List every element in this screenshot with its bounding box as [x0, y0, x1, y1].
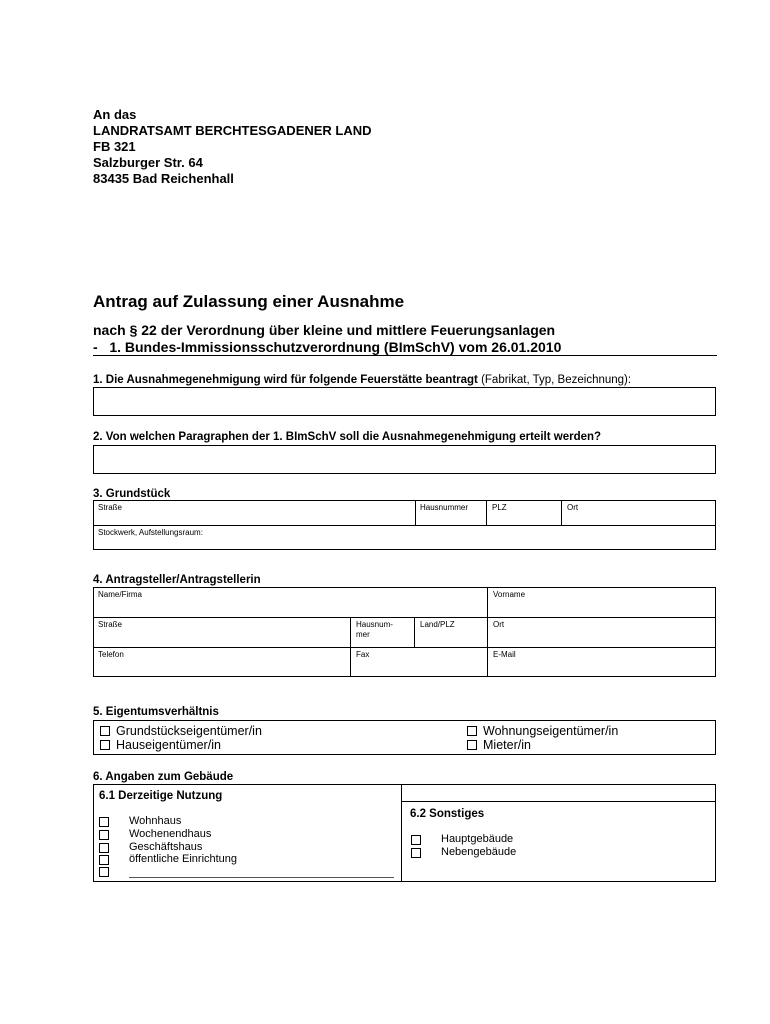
divider [401, 784, 402, 882]
checkbox[interactable] [100, 726, 110, 736]
section-3-heading: 3. Grundstück [93, 488, 171, 500]
checkbox-geschaeftshaus[interactable] [99, 843, 109, 853]
checkbox-nebengebaeude[interactable] [411, 848, 421, 858]
option-hauseigentuemer[interactable] [100, 738, 221, 752]
checkbox-hauptgebaeude[interactable] [411, 835, 421, 845]
address-line-1: An das [93, 107, 137, 122]
form-title: Antrag auf Zulassung einer Ausnahme [93, 292, 405, 311]
subtitle-line-1: nach § 22 der Verordnung über kleine und mittlere Feuerungsanlagen [93, 322, 556, 338]
divider [561, 500, 562, 525]
form-subtitle [93, 322, 718, 356]
nutzung-wochenendhaus-label: Wochenendhaus [129, 828, 212, 840]
divider [486, 500, 487, 525]
antragsteller-land-plz-field[interactable]: Land/PLZ [420, 620, 455, 629]
checkbox[interactable] [467, 740, 477, 750]
antragsteller-telefon-field[interactable]: Telefon [98, 650, 124, 659]
section-2-heading: 2. Von welchen Paragraphen der 1. BImSchV soll die Ausnahmegenehmigung erteilt werden? [93, 431, 602, 443]
grundstueck-hausnummer-field[interactable]: Hausnummer [420, 503, 469, 512]
hausnummer-label-part-1: Hausnum- [356, 620, 393, 629]
section-5-heading: 5. Eigentumsverhältnis [93, 706, 219, 718]
option-mieter[interactable] [467, 738, 531, 752]
checkbox[interactable] [100, 740, 110, 750]
section-1-heading [93, 374, 631, 386]
option-label: Mieter/in [483, 738, 531, 752]
title-divider [93, 355, 717, 356]
antragsteller-ort-field[interactable]: Ort [493, 620, 505, 629]
address-line-2: LANDRATSAMT BERCHTESGADENER LAND [93, 123, 372, 138]
address-line-4: Salzburger Str. 64 [93, 155, 203, 170]
divider [415, 500, 416, 525]
checkbox-sonstige-nutzung[interactable] [99, 867, 109, 877]
section-1-hint: (Fabrikat, Typ, Bezeichnung): [481, 374, 632, 386]
antragsteller-strasse-field[interactable]: Straße [98, 620, 123, 629]
section-1-heading-text: 1. Die Ausnahmegenehmigung wird für folgende Feuerstätte beantragt [93, 374, 478, 386]
divider [350, 617, 351, 677]
option-label: Hauseigentümer/in [116, 738, 221, 752]
address-line-5: 83435 Bad Reichenhall [93, 171, 234, 186]
hausnummer-label-part-2: mer [356, 630, 370, 639]
grundstueck-row-divider [93, 525, 716, 526]
divider [487, 587, 488, 677]
nutzung-wohnhaus-label: Wohnhaus [129, 815, 182, 827]
hauptgebaeude-label: Hauptgebäude [441, 833, 514, 845]
grundstueck-plz-field[interactable]: PLZ [492, 503, 507, 512]
section-4-heading: 4. Antragsteller/Antragstellerin [93, 574, 261, 586]
antragsteller-fax-field[interactable]: Fax [356, 650, 370, 659]
gebaeude-right-divider [401, 801, 716, 802]
antragsteller-name-field[interactable]: Name/Firma [98, 590, 143, 599]
checkbox[interactable] [467, 726, 477, 736]
grundstueck-stockwerk-field[interactable]: Stockwerk, Aufstellungsraum: [98, 528, 203, 537]
option-grundstueckseigentuemer[interactable] [100, 724, 262, 738]
antragsteller-vorname-field[interactable]: Vorname [493, 590, 526, 599]
feuerstaette-field[interactable] [93, 387, 716, 416]
antragsteller-row-divider-1 [93, 617, 716, 618]
subsection-6-2-heading: 6.2 Sonstiges [410, 808, 485, 820]
sonstige-nutzung-input-line[interactable] [129, 877, 394, 878]
paragraphen-field[interactable] [93, 445, 716, 474]
antragsteller-hausnummer-field[interactable] [356, 620, 393, 640]
checkbox-oeffentliche-einrichtung[interactable] [99, 855, 109, 865]
subsection-6-1-heading: 6.1 Derzeitige Nutzung [99, 790, 223, 802]
checkbox-wochenendhaus[interactable] [99, 830, 109, 840]
nebengebaeude-label: Nebengebäude [441, 846, 517, 858]
address-line-3: FB 321 [93, 139, 136, 154]
nutzung-oeffentliche-einrichtung-label: öffentliche Einrichtung [129, 853, 238, 865]
checkbox-wohnhaus[interactable] [99, 817, 109, 827]
recipient-address [93, 107, 372, 187]
section-6-heading: 6. Angaben zum Gebäude [93, 771, 234, 783]
antragsteller-table [93, 587, 716, 677]
option-label: Wohnungseigentümer/in [483, 724, 619, 738]
divider [414, 617, 415, 647]
option-wohnungseigentuemer[interactable] [467, 724, 618, 738]
grundstueck-ort-field[interactable]: Ort [567, 503, 579, 512]
antragsteller-email-field[interactable]: E-Mail [493, 650, 516, 659]
subtitle-line-2: - 1. Bundes-Immissionsschutzverordnung (BImSchV) vom 26.01.2010 [93, 339, 562, 355]
nutzung-geschaeftshaus-label: Geschäftshaus [129, 841, 203, 853]
antragsteller-row-divider-2 [93, 647, 716, 648]
grundstueck-strasse-field[interactable]: Straße [98, 503, 123, 512]
option-label: Grundstückseigentümer/in [116, 724, 262, 738]
